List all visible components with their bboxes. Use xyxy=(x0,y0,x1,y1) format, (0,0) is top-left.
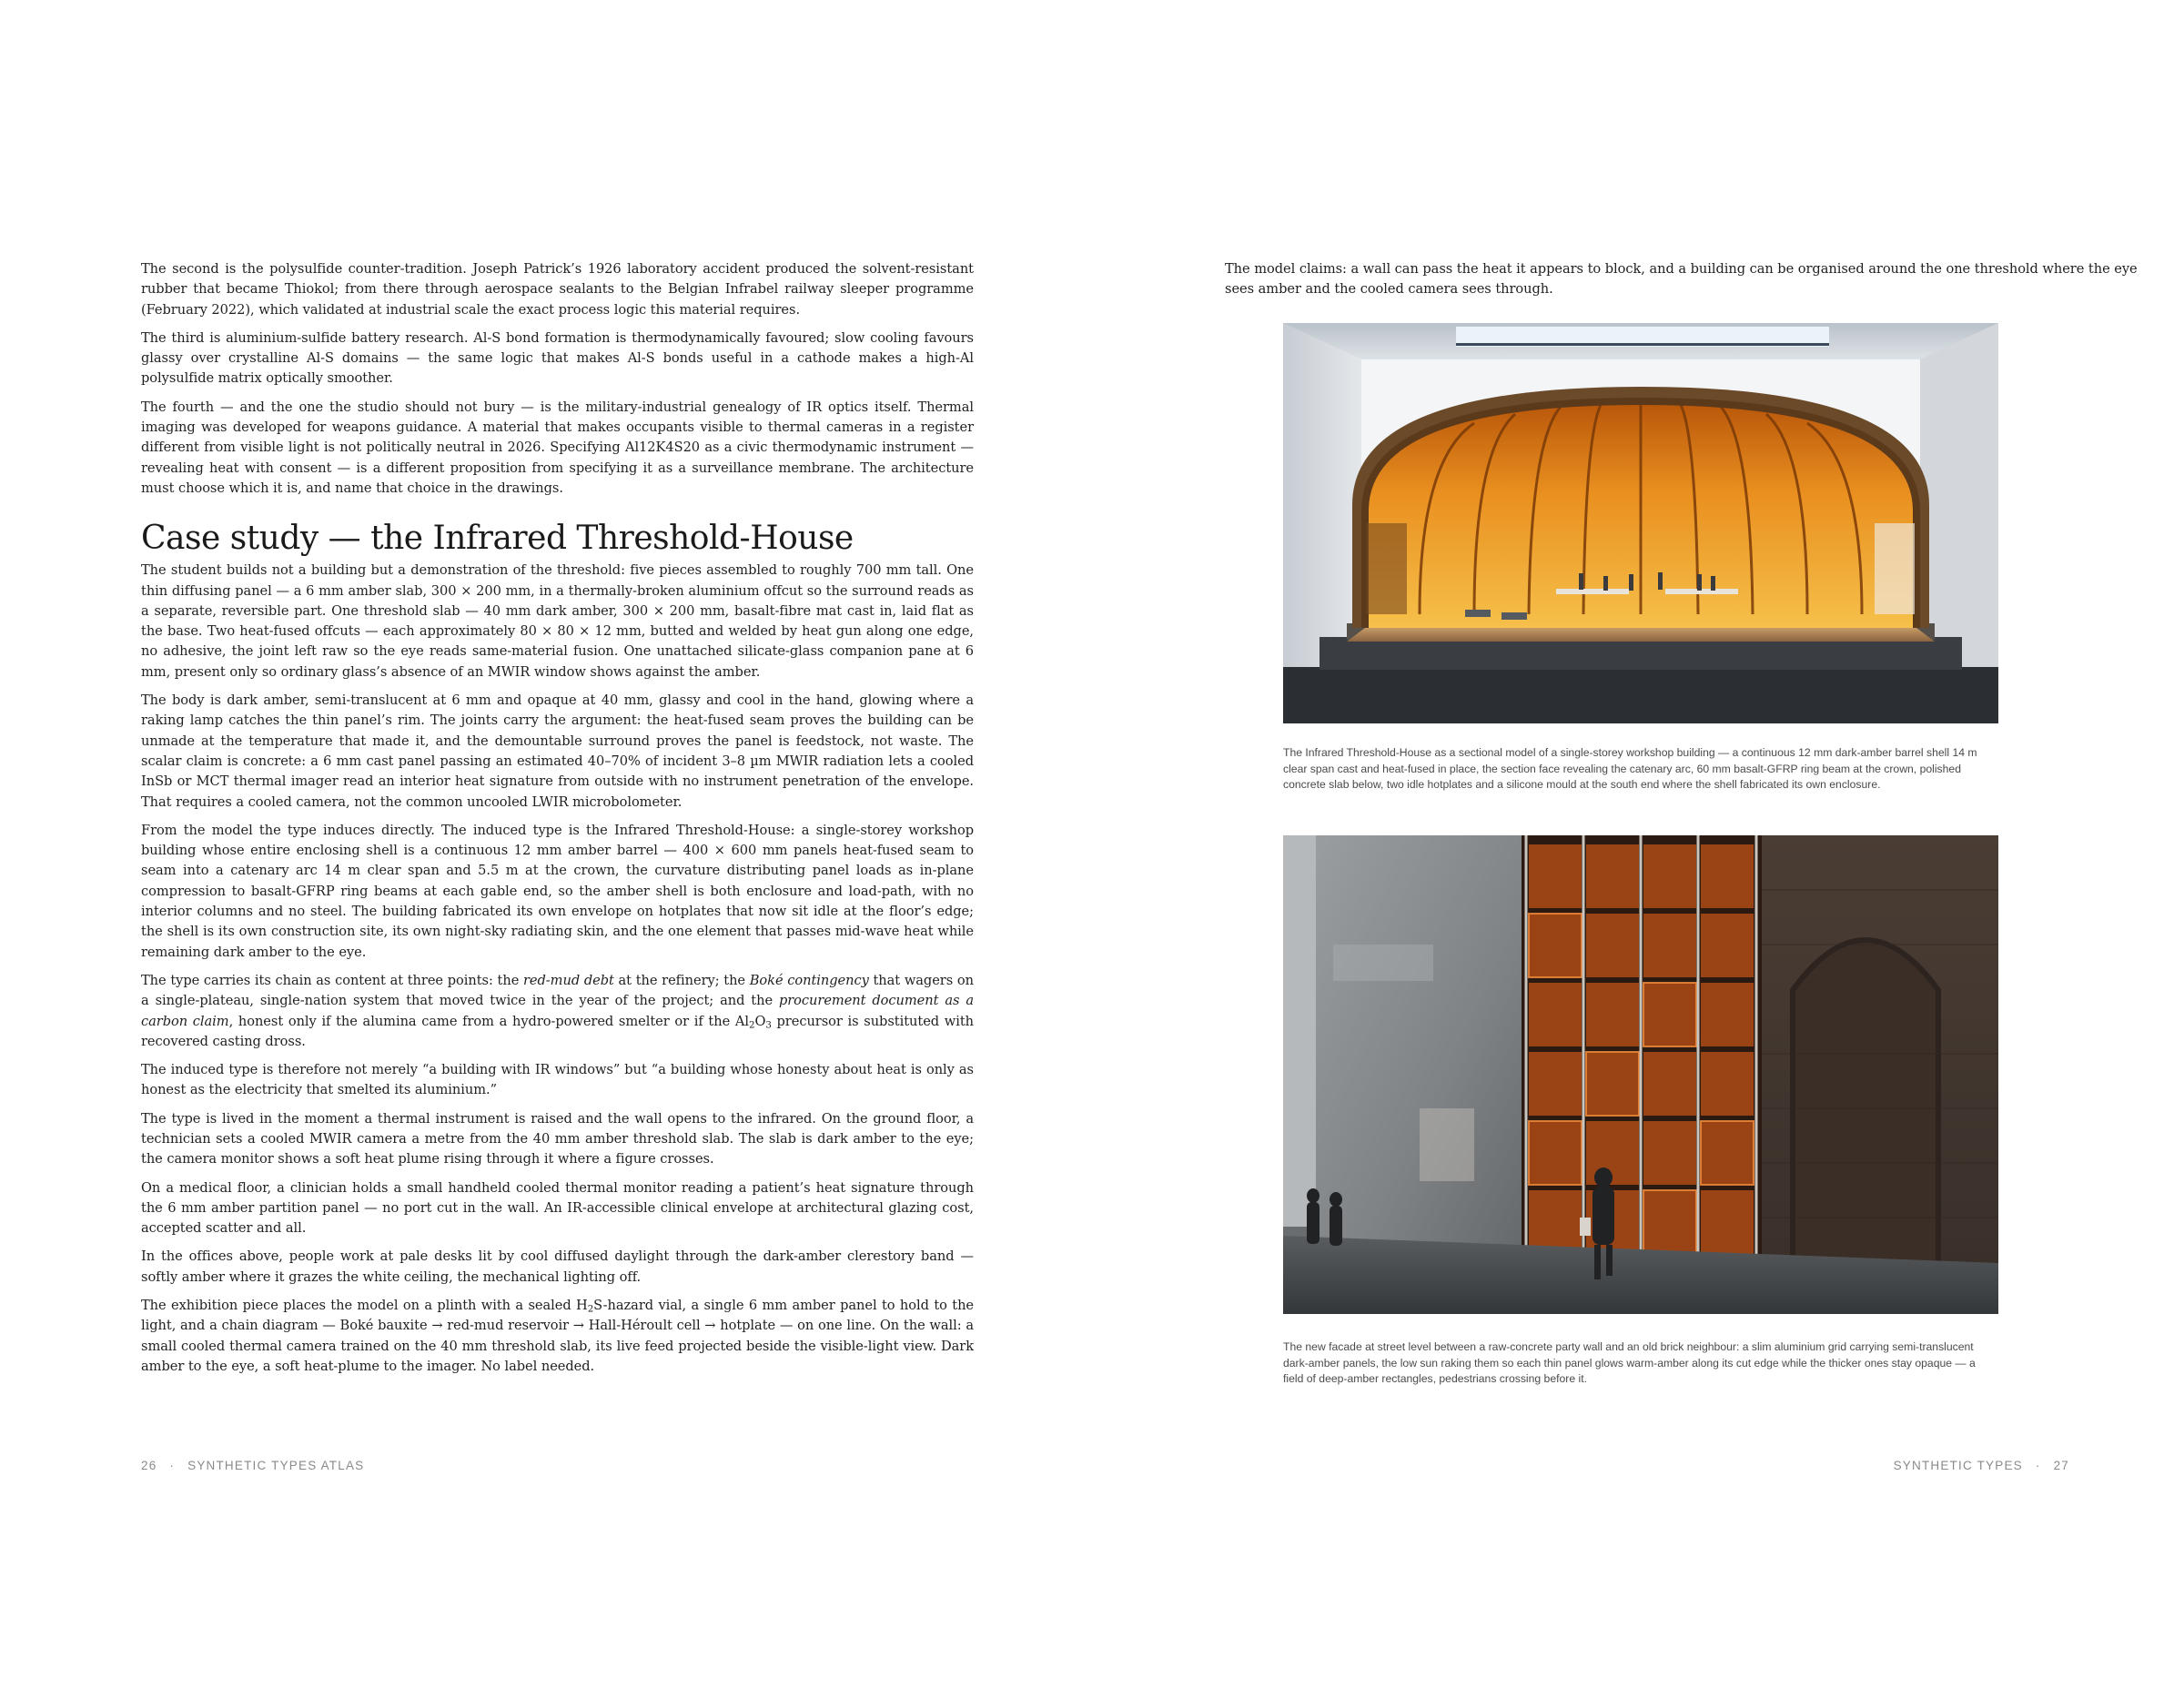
body-paragraph: The fourth — and the one the studio should not bury — is the military-industrial genealogy of IR optics itself. Thermal imaging was developed for weapons guidance. A material that makes occupants visible to thermal cameras in a register different from visible light is not politically neutral in 2026. Specifying Al12K4S20 as a civic thermodynamic instrument — revealing heat with consent — is a different proposition from specifying it as a surveillance membrane. The architecture must choose which it is, and name that choice in the drawings. xyxy=(141,399,974,496)
footer-separator: · xyxy=(2035,1459,2041,1472)
left-text-column xyxy=(141,259,974,1385)
running-title: SYNTHETIC TYPES xyxy=(1893,1459,2023,1472)
emphasis: red-mud debt xyxy=(523,972,614,988)
figure-sectional-model xyxy=(1283,323,1998,793)
body-paragraph: The body is dark amber, semi-translucent at 6 mm and opaque at 40 mm, glassy and cool in the hand, glowing where a raking lamp catches the thin panel’s rim. The joints carry the argument: the heat-fused seam proves the building can be unmade at the temperature that made it, and the demountable surround proves the panel is feedstock, not waste. The scalar claim is concrete: a 6 mm cast panel passing an estimated 40–70% of incident 3–8 µm MWIR radiation lets a cooled InSb or MCT thermal imager read an interior heat signature from outside with no instrument penetration of the envelope. That requires a cooled camera, not the common uncooled LWIR microbolometer. xyxy=(141,692,974,810)
section-heading: Case study — the Infrared Threshold-House xyxy=(141,520,854,558)
figure-street-facade xyxy=(1283,835,1998,1388)
intro-paragraph: The model claims: a wall can pass the heat it appears to block, and a building can be organised around the one threshold where the eye sees amber and the cooled camera sees through. xyxy=(1225,261,2138,298)
running-title: SYNTHETIC TYPES ATLAS xyxy=(187,1459,365,1472)
body-paragraph: The third is aluminium-sulfide battery research. Al-S bond formation is thermodynamically favoured; slow cooling favours glassy over crystalline Al-S domains — the same logic that makes Al-S bonds useful in a cathode makes a high-Al polysulfide matrix optically smoother. xyxy=(141,329,974,387)
street-facade-photo xyxy=(1283,835,1998,1314)
footer-left xyxy=(141,1459,364,1472)
figure2-caption: The new facade at street level between a raw-concrete party wall and an old brick neighbour: a slim aluminium grid carrying semi-translucent dark-amber panels, the low sun raking them so each thin panel glows warm-amber along its cut edge while the thicker ones stay opaque — a field of deep-amber rectangles, pedestrians crossing before it. xyxy=(1283,1340,1976,1385)
footer-right xyxy=(1894,1459,2069,1472)
body-paragraph: The second is the polysulfide counter-tradition. Joseph Patrick’s 1926 laboratory accident produced the solvent-resistant rubber that became Thiokol; from there through aerospace sealants to the Belgian Infrabel railway sleeper programme (February 2022), which validated at industrial scale the exact process logic this material requires. xyxy=(141,261,974,318)
emphasis: procurement document as a carbon claim xyxy=(141,993,974,1029)
body-paragraph: From the model the type induces directly. The induced type is the Infrared Threshold-House: a single-storey workshop building whose entire enclosing shell is a continuous 12 mm amber barrel — 400 × 600 mm panels heat-fused seam to seam into a catenary arc 14 m clear span and 5.5 m at the crown, the curvature distributing panel loads as in-plane compression to basalt-GFRP ring beams at each gable end, so the amber shell is both enclosure and load-path, with no interior columns and no steel. The building fabricated its own envelope on hotplates that now sit idle at the floor’s edge; the shell is its own construction site, its own night-sky radiating skin, and the one element that passes mid-wave heat while remaining dark amber to the eye. xyxy=(141,822,974,960)
body-paragraph: The type is lived in the moment a thermal instrument is raised and the wall opens to the infrared. On the ground floor, a technician sets a cooled MWIR camera a metre from the 40 mm amber threshold slab. The slab is dark amber to the eye; the camera monitor shows a soft heat plume rising through it where a figure crosses. xyxy=(141,1110,974,1167)
body-paragraph: The induced type is therefore not merely “a building with IR windows” but “a building whose honesty about heat is only as honest as the electricity that smelted its aluminium.” xyxy=(141,1062,974,1098)
figure1-caption: The Infrared Threshold-House as a sectional model of a single-storey workshop building — a continuous 12 mm dark-amber barrel shell 14 m clear span cast and heat-fused in place, the section face revealing the catenary arc, 60 mm basalt-GFRP ring beam at the crown, polished concrete slab below, two idle hotplates and a silicone mould at the south end where the shell fabricated its own enclosure. xyxy=(1283,746,1977,791)
chain-paragraph: The type carries its chain as content at three points: the red-mud debt at the refinery; the Boké contingency that wagers on a single-plateau, single-nation system that moved twice in the year of the project; and the procurement document as a carbon claim, honest only if the alumina came from a hydro-powered smelter or if the $Al_2O_3$ precursor is substituted with recovered casting dross. xyxy=(141,972,975,1049)
right-page xyxy=(1092,0,2184,1688)
exhibition-paragraph: The exhibition piece places the model on a plinth with a sealed $H_2S$-hazard vial, a single 6 mm amber panel to hold to the light, and a chain diagram — Boké bauxite → red-mud reservoir → Hall-Héroult cell → hotplate — on one line. On the wall: a small cooled thermal camera trained on the 40 mm threshold slab, its live feed projected beside the visible-light view. Dark amber to the eye, a soft heat-plume to the imager. No label needed. xyxy=(141,1298,975,1374)
sectional-model-photo xyxy=(1283,323,1998,723)
page-number: 27 xyxy=(2053,1459,2069,1472)
footer-separator: · xyxy=(169,1459,176,1472)
page-number: 26 xyxy=(141,1459,157,1472)
body-paragraph: The student builds not a building but a demonstration of the threshold: five pieces assembled to roughly 700 mm tall. One thin diffusing panel — a 6 mm amber slab, 300 × 200 mm, in a thermally-broken aluminium offcut so the surround reads as a separate, reversible part. One threshold slab — 40 mm dark amber, 300 × 200 mm, basalt-fibre mat cast in, laid flat as the base. Two heat-fused offcuts — each approximately 80 × 80 × 12 mm, butted and welded by heat gun along one edge, no adhesive, the joint left raw so the eye reads same-material fusion. One unattached silicate-glass companion pane at 6 mm, present only so ordinary glass’s absence of an MWIR window shows against the amber. xyxy=(141,562,974,680)
emphasis: Boké contingency xyxy=(749,972,869,988)
body-paragraph: On a medical floor, a clinician holds a small handheld cooled thermal monitor reading a patient’s heat signature through the 6 mm amber partition panel — no port cut in the wall. An IR-accessible clinical envelope at architectural glazing cost, accepted scatter and all. xyxy=(141,1179,974,1237)
body-paragraph: In the offices above, people work at pale desks lit by cool diffused daylight through the dark-amber clerestory band — softly amber where it grazes the white ceiling, the mechanical lighting off. xyxy=(141,1248,974,1285)
